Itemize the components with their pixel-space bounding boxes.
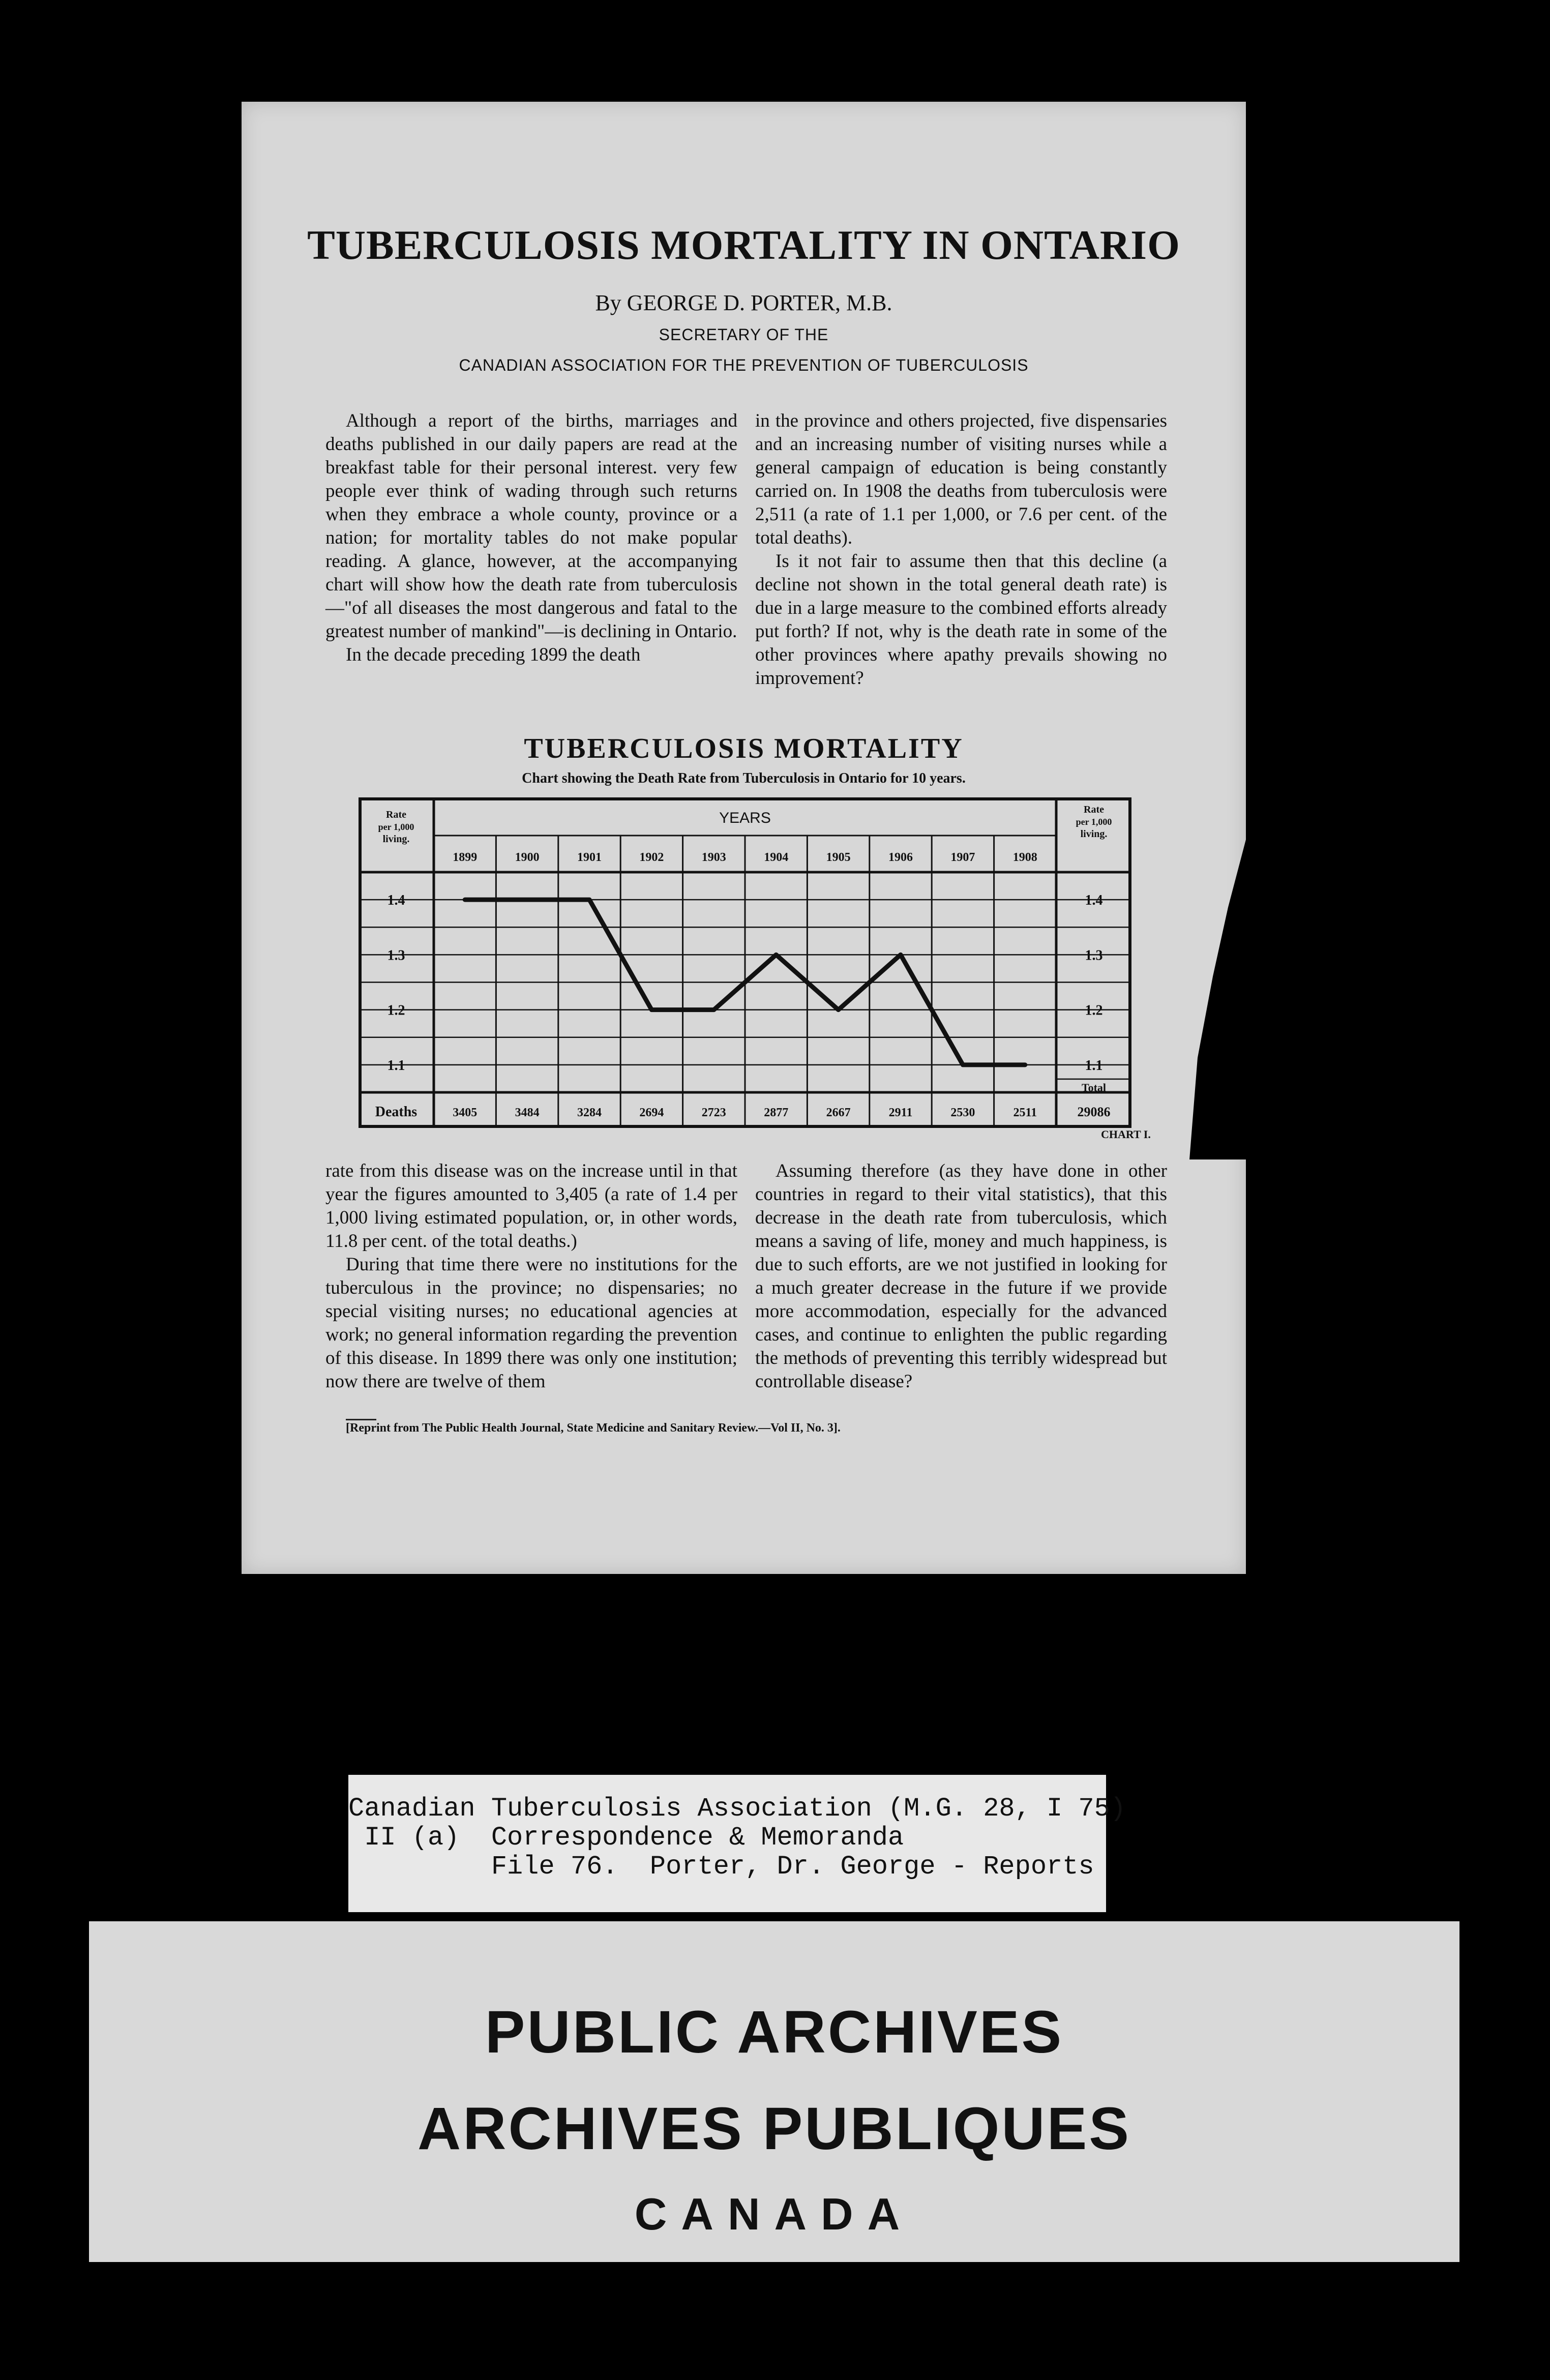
deaths-value: 2694 (639, 1106, 664, 1119)
column-bottom-left (325, 1159, 737, 1393)
paragraph: in the province and others projected, five dispensaries and an increasing number of visiting nurses while a general campaign of education is being constantly carried on. In 1908 the deaths from tuberculosis were 2,511 (a rate of 1.1 per 1,000, or 7.6 per cent. of the total deaths). (755, 410, 1167, 548)
rate-header-left: living. (382, 834, 410, 845)
reprint-note: [Reprint from The Public Health Journal, State Medicine and Sanitary Review.—Vol II, No. 3]. (346, 1421, 841, 1435)
year-label: 1907 (950, 851, 975, 864)
year-label: 1908 (1012, 851, 1037, 864)
rate-header-right: Rate (1084, 804, 1104, 815)
rate-header-right: living. (1080, 828, 1108, 840)
column-top-left (325, 409, 737, 667)
paragraph: Although a report of the births, marriages and deaths published in our daily papers are read at the breakfast table for their personal interest. very few people ever think of wading through such returns when they embrace a whole county, province or a nation; for mortality tables do not make popular reading. A glance, however, at the accompanying chart will show how the death rate from tuberculosis—"of all diseases the most dangerous and fatal to the greatest number of mankind"—is declining in Ontario. (325, 410, 737, 642)
paragraph: In the decade preceding 1899 the death (346, 644, 641, 665)
paragraph: Is it not fair to assume then that this decline (a decline not shown in the total general death rate) is due in a large measure to the combined efforts already put forth? If not, why is the death rate in some of the other provinces where apathy prevails showing no improvement? (755, 551, 1167, 689)
total-label: Total (1081, 1081, 1107, 1094)
label-line: Canadian Tuberculosis Association (M.G. 28, I 75) (348, 1794, 1126, 1824)
document-page (242, 102, 1246, 1574)
deaths-value: 2911 (888, 1106, 913, 1119)
y-tick-label: 1.2 (387, 1002, 405, 1019)
column-bottom-right (755, 1159, 1167, 1393)
y-tick-label: 1.3 (1085, 947, 1103, 964)
deaths-value: 2723 (701, 1106, 726, 1119)
y-tick-label: 1.3 (387, 947, 405, 964)
deaths-value: 2511 (1013, 1106, 1037, 1119)
year-label: 1900 (515, 851, 540, 864)
archives-english: PUBLIC ARCHIVES (485, 1999, 1064, 2066)
total-deaths: 29086 (1077, 1105, 1111, 1119)
deaths-value: 3405 (453, 1106, 478, 1119)
years-header: YEARS (719, 810, 771, 826)
rate-header-left: Rate (386, 809, 406, 820)
archive-label-card (348, 1775, 1126, 1912)
paragraph: rate from this disease was on the increase until in that year the figures amounted to 3,405 (a rate of 1.4 per 1,000 living estimated population, or, in other words, 11.8 per cent. of the total deaths.) (325, 1161, 737, 1252)
mortality-chart (359, 797, 1131, 1128)
y-tick-label: 1.4 (387, 892, 405, 909)
paragraph: Assuming therefore (as they have done in other countries in regard to their vital statistics), that this decrease in the death rate from tuberculosis, which means a saving of life, money and much happiness, is due to such efforts, are we not justified in looking for a much greater decrease in the future if we provide more accommodation, especially for the advanced cases, and continue to enlighten the public regarding the methods of preventing this terribly widespread but controllable disease? (755, 1161, 1167, 1392)
year-label: 1902 (639, 851, 664, 864)
article-title: TUBERCULOSIS MORTALITY IN ONTARIO (307, 222, 1180, 268)
chart-heading: TUBERCULOSIS MORTALITY (524, 733, 964, 764)
secretary-line: SECRETARY OF THE (659, 325, 829, 344)
deaths-value: 3484 (515, 1106, 540, 1119)
year-label: 1899 (453, 851, 478, 864)
label-text (348, 1794, 1126, 1882)
year-label: 1901 (577, 851, 602, 864)
chart-caption: CHART I. (1101, 1128, 1151, 1141)
column-top-right (755, 409, 1167, 690)
archives-country: CANADA (634, 2189, 914, 2239)
year-label: 1905 (826, 851, 851, 864)
paragraph: During that time there were no institutions for the tuberculous in the province; no dispensaries; no special visiting nurses; no educational agencies at work; no general information regarding the prevention of this disease. In 1899 there was only one institution; now there are twelve of them (325, 1254, 737, 1392)
label-line: II (a) Correspondence & Memoranda (348, 1823, 904, 1853)
year-label: 1903 (701, 851, 726, 864)
deaths-value: 2530 (950, 1106, 975, 1119)
chart-subheading: Chart showing the Death Rate from Tuberculosis in Ontario for 10 years. (522, 770, 966, 786)
y-tick-label: 1.1 (1085, 1057, 1103, 1074)
deaths-label: Deaths (375, 1104, 418, 1120)
year-label: 1906 (888, 851, 913, 864)
label-line: File 76. Porter, Dr. George - Reports (348, 1852, 1094, 1882)
reprint-rule (346, 1419, 376, 1420)
deaths-value: 2877 (764, 1106, 789, 1119)
article-byline: By GEORGE D. PORTER, M.B. (595, 290, 892, 315)
association-line: CANADIAN ASSOCIATION FOR THE PREVENTION OF TUBERCULOSIS (459, 356, 1029, 374)
y-tick-label: 1.2 (1085, 1002, 1103, 1019)
public-archives-card (89, 1921, 1459, 2262)
archives-french: ARCHIVES PUBLIQUES (418, 2095, 1131, 2162)
deaths-value: 2667 (826, 1106, 851, 1119)
year-label: 1904 (764, 851, 789, 864)
deaths-value: 3284 (577, 1106, 602, 1119)
rate-header-right: per 1,000 (1076, 817, 1112, 827)
rate-header-left: per 1,000 (378, 822, 414, 832)
y-tick-label: 1.4 (1085, 892, 1103, 909)
y-tick-label: 1.1 (387, 1057, 405, 1074)
